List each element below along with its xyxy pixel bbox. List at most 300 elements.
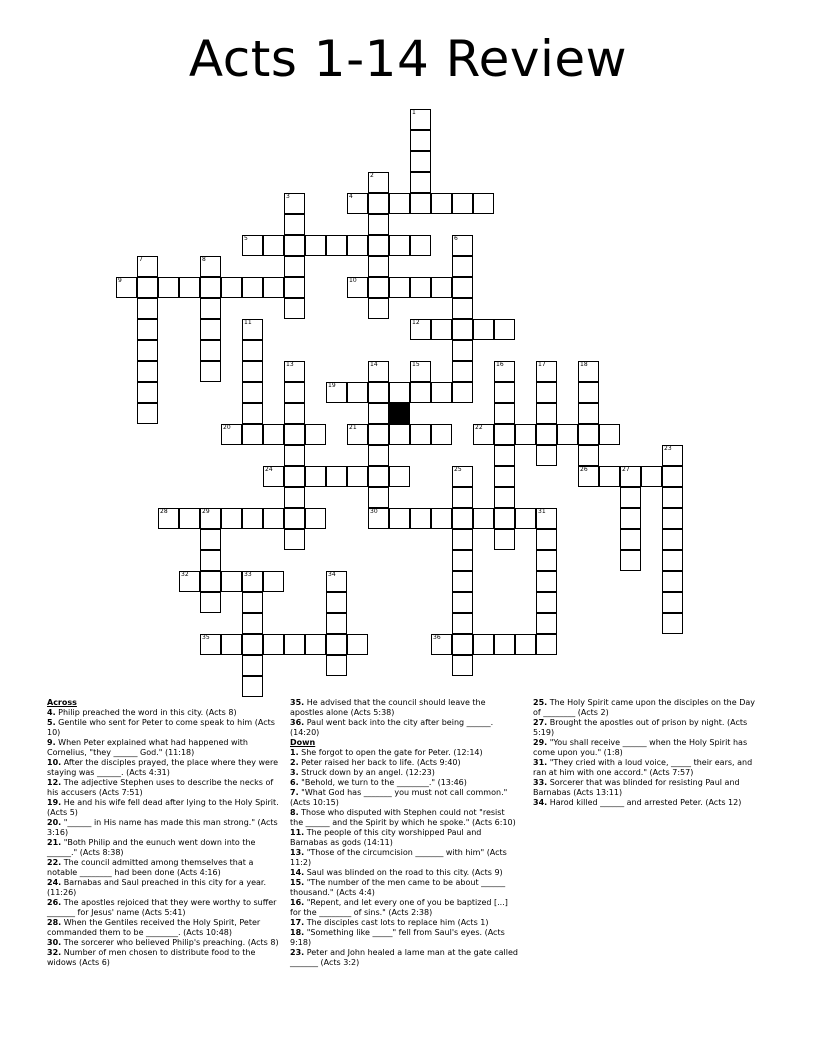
clue-number-label: 36.: [290, 718, 305, 727]
grid-cell[interactable]: [494, 319, 515, 340]
across-clue-list-continued: [290, 698, 520, 738]
grid-cell[interactable]: [578, 445, 599, 466]
grid-cell[interactable]: [326, 235, 347, 256]
down-clue: [533, 798, 765, 808]
grid-cell[interactable]: [347, 235, 368, 256]
grid-cell[interactable]: [431, 319, 452, 340]
clue-number: 5: [244, 235, 248, 242]
grid-cell[interactable]: [263, 466, 284, 487]
grid-cell[interactable]: [620, 508, 641, 529]
clue-text: She forgot to open the gate for Peter. (12:14): [298, 748, 483, 757]
grid-cell[interactable]: [347, 634, 368, 655]
grid-cell[interactable]: [242, 277, 263, 298]
grid-cell[interactable]: [452, 298, 473, 319]
grid-cell[interactable]: [410, 130, 431, 151]
grid-cell[interactable]: [536, 571, 557, 592]
clue-number: 1: [412, 109, 416, 116]
grid-cell[interactable]: [452, 319, 473, 340]
clue-text: When Peter explained what had happened with Cornelius, "they ______ God." (11:18): [47, 738, 248, 757]
grid-cell[interactable]: [410, 319, 431, 340]
grid-cell[interactable]: [368, 445, 389, 466]
clue-number: 27: [622, 466, 630, 473]
grid-cell[interactable]: [368, 277, 389, 298]
grid-cell[interactable]: [494, 445, 515, 466]
clue-number: 12: [412, 319, 420, 326]
grid-cell[interactable]: [137, 340, 158, 361]
grid-cell[interactable]: [494, 361, 515, 382]
clue-number: 36: [433, 634, 441, 641]
clue-number: 18: [580, 361, 588, 368]
grid-cell[interactable]: [410, 424, 431, 445]
clue-number: 25: [454, 466, 462, 473]
clue-number: 6: [454, 235, 458, 242]
grid-cell[interactable]: [200, 256, 221, 277]
grid-cell[interactable]: [284, 445, 305, 466]
grid-cell[interactable]: [200, 592, 221, 613]
grid-cell[interactable]: [431, 382, 452, 403]
grid-cell[interactable]: [452, 361, 473, 382]
grid-cell[interactable]: [242, 655, 263, 676]
grid-cell[interactable]: [662, 529, 683, 550]
grid-cell[interactable]: [179, 508, 200, 529]
clue-number: 33: [244, 571, 252, 578]
grid-cell[interactable]: [137, 361, 158, 382]
grid-cell[interactable]: [179, 277, 200, 298]
grid-cell[interactable]: [452, 193, 473, 214]
grid-cell[interactable]: [347, 193, 368, 214]
grid-cell[interactable]: [284, 277, 305, 298]
grid-cell[interactable]: [452, 571, 473, 592]
grid-cell[interactable]: [389, 277, 410, 298]
grid-cell[interactable]: [284, 235, 305, 256]
grid-cell[interactable]: [368, 256, 389, 277]
grid-cell[interactable]: [284, 424, 305, 445]
grid-cell[interactable]: [263, 235, 284, 256]
grid-cell[interactable]: [620, 550, 641, 571]
grid-cell[interactable]: [137, 382, 158, 403]
grid-cell[interactable]: [368, 382, 389, 403]
clue-text: "Something like _____" fell from Saul's eyes. (Acts 9:18): [290, 928, 505, 947]
grid-cell[interactable]: [284, 382, 305, 403]
grid-cell[interactable]: [410, 193, 431, 214]
clue-number-label: 33.: [533, 778, 548, 787]
grid-cell[interactable]: [242, 424, 263, 445]
grid-cell[interactable]: [368, 172, 389, 193]
down-clue: [533, 738, 765, 758]
grid-cell[interactable]: [473, 319, 494, 340]
grid-cell[interactable]: [221, 424, 242, 445]
grid-cell[interactable]: [641, 466, 662, 487]
down-clue: [290, 918, 520, 928]
grid-cell[interactable]: [620, 466, 641, 487]
clue-number-label: 13.: [290, 848, 305, 857]
grid-cell[interactable]: [221, 277, 242, 298]
clue-number-label: 2.: [290, 758, 299, 767]
down-clue: [533, 778, 765, 798]
clue-text: After the disciples prayed, the place where they were staying was ______. (Acts 4:31): [47, 758, 279, 777]
grid-cell[interactable]: [305, 508, 326, 529]
grid-cell[interactable]: [389, 382, 410, 403]
grid-cell[interactable]: [494, 487, 515, 508]
grid-cell[interactable]: [242, 361, 263, 382]
clue-text: "They cried with a loud voice, _____ their ears, and ran at him with one accord." (Acts 7:57): [533, 758, 753, 777]
grid-cell[interactable]: [200, 634, 221, 655]
grid-cell[interactable]: [536, 592, 557, 613]
grid-cell[interactable]: [431, 193, 452, 214]
grid-cell[interactable]: [242, 340, 263, 361]
grid-cell[interactable]: [242, 592, 263, 613]
across-clue: [290, 718, 520, 738]
grid-cell[interactable]: [599, 466, 620, 487]
grid-cell[interactable]: [368, 508, 389, 529]
grid-cell[interactable]: [452, 592, 473, 613]
grid-cell[interactable]: [578, 403, 599, 424]
grid-cell[interactable]: [200, 550, 221, 571]
grid-cell[interactable]: [410, 361, 431, 382]
across-clue: [47, 858, 279, 878]
grid-cell[interactable]: [536, 634, 557, 655]
clue-number-label: 16.: [290, 898, 305, 907]
grid-cell[interactable]: [200, 319, 221, 340]
grid-cell[interactable]: [242, 235, 263, 256]
grid-cell[interactable]: [536, 382, 557, 403]
grid-cell[interactable]: [473, 634, 494, 655]
grid-cell[interactable]: [662, 487, 683, 508]
grid-cell[interactable]: [284, 487, 305, 508]
grid-cell[interactable]: [116, 277, 137, 298]
grid-cell[interactable]: [263, 634, 284, 655]
grid-cell[interactable]: [221, 634, 242, 655]
clue-text: Gentile who sent for Peter to come speak to him (Acts 10): [47, 718, 275, 737]
grid-cell[interactable]: [326, 466, 347, 487]
clue-number: 4: [349, 193, 353, 200]
grid-cell[interactable]: [137, 319, 158, 340]
grid-cell[interactable]: [305, 634, 326, 655]
clue-text: When the Gentiles received the Holy Spirit, Peter commanded them to be ________. (Acts 10:48): [47, 918, 261, 937]
across-clue: [47, 948, 279, 968]
grid-cell[interactable]: [242, 319, 263, 340]
grid-cell[interactable]: [368, 487, 389, 508]
down-clue: [290, 748, 520, 758]
clue-number-label: 5.: [47, 718, 56, 727]
grid-cell[interactable]: [578, 466, 599, 487]
grid-cell[interactable]: [431, 277, 452, 298]
grid-cell[interactable]: [263, 571, 284, 592]
clue-number-label: 6.: [290, 778, 299, 787]
grid-cell[interactable]: [536, 508, 557, 529]
grid-cell[interactable]: [452, 256, 473, 277]
grid-cell[interactable]: [494, 634, 515, 655]
grid-cell[interactable]: [263, 508, 284, 529]
clue-number: 10: [349, 277, 357, 284]
grid-cell[interactable]: [200, 508, 221, 529]
grid-cell[interactable]: [368, 403, 389, 424]
clue-number-label: 27.: [533, 718, 548, 727]
grid-cell[interactable]: [242, 634, 263, 655]
grid-cell[interactable]: [284, 361, 305, 382]
grid-cell[interactable]: [494, 466, 515, 487]
grid-cell[interactable]: [179, 571, 200, 592]
grid-cell[interactable]: [326, 613, 347, 634]
grid-cell[interactable]: [137, 298, 158, 319]
down-clue: [533, 698, 765, 718]
clue-text: Paul went back into the city after being ______. (14:20): [290, 718, 494, 737]
grid-cell[interactable]: [431, 634, 452, 655]
grid-cell[interactable]: [662, 571, 683, 592]
grid-cell[interactable]: [284, 214, 305, 235]
grid-cell[interactable]: [515, 508, 536, 529]
clue-number: 7: [139, 256, 143, 263]
grid-cell[interactable]: [284, 466, 305, 487]
across-clue: [47, 898, 279, 918]
clue-number: 15: [412, 361, 420, 368]
grid-cell[interactable]: [242, 613, 263, 634]
clue-number-label: 17.: [290, 918, 305, 927]
grid-cell[interactable]: [515, 634, 536, 655]
clue-text: Struck down by an angel. (12:23): [298, 768, 435, 777]
clue-text: Barnabas and Saul preached in this city for a year. (11:26): [47, 878, 267, 897]
grid-cell[interactable]: [200, 298, 221, 319]
grid-cell[interactable]: [158, 277, 179, 298]
down-clue: [290, 768, 520, 778]
grid-cell[interactable]: [284, 508, 305, 529]
grid-cell[interactable]: [431, 508, 452, 529]
down-clue: [290, 878, 520, 898]
grid-cell[interactable]: [473, 424, 494, 445]
clue-number: 11: [244, 319, 252, 326]
clue-number-label: 30.: [47, 938, 62, 947]
down-clue: [290, 898, 520, 918]
grid-cell[interactable]: [305, 235, 326, 256]
grid-cell[interactable]: [452, 613, 473, 634]
grid-cell[interactable]: [263, 424, 284, 445]
clue-text: Peter raised her back to life. (Acts 9:40): [298, 758, 461, 767]
clue-text: Those who disputed with Stephen could not "resist the ______ and the Spirit by which he spoke." (Acts 6:10): [290, 808, 516, 827]
clue-number: 32: [181, 571, 189, 578]
grid-cell[interactable]: [536, 361, 557, 382]
grid-cell[interactable]: [452, 466, 473, 487]
grid-cell[interactable]: [578, 424, 599, 445]
grid-cell[interactable]: [242, 571, 263, 592]
clue-text: He and his wife fell dead after lying to the Holy Spirit. (Acts 5): [47, 798, 279, 817]
grid-cell[interactable]: [515, 424, 536, 445]
grid-cell[interactable]: [473, 193, 494, 214]
down-clue: [533, 718, 765, 738]
clue-text: The council admitted among themselves that a notable ________ had been done (Acts 4:16): [47, 858, 254, 877]
down-clue: [290, 778, 520, 788]
grid-cell[interactable]: [452, 508, 473, 529]
grid-cell[interactable]: [389, 193, 410, 214]
clue-text: Sorcerer that was blinded for resisting Paul and Barnabas (Acts 13:11): [533, 778, 740, 797]
grid-cell[interactable]: [347, 466, 368, 487]
grid-cell[interactable]: [326, 655, 347, 676]
grid-cell[interactable]: [410, 382, 431, 403]
down-clue: [290, 808, 520, 828]
grid-cell[interactable]: [347, 277, 368, 298]
grid-cell[interactable]: [410, 508, 431, 529]
clue-number-label: 8.: [290, 808, 299, 817]
grid-cell[interactable]: [305, 424, 326, 445]
grid-cell[interactable]: [347, 424, 368, 445]
grid-cell[interactable]: [536, 550, 557, 571]
grid-cell[interactable]: [326, 382, 347, 403]
clue-number: 17: [538, 361, 546, 368]
down-clue: [290, 848, 520, 868]
grid-cell[interactable]: [242, 508, 263, 529]
grid-cell[interactable]: [200, 340, 221, 361]
grid-cell[interactable]: [368, 235, 389, 256]
clues-column-3: [533, 698, 765, 808]
grid-cell[interactable]: [473, 508, 494, 529]
grid-cell[interactable]: [620, 529, 641, 550]
grid-cell[interactable]: [662, 613, 683, 634]
across-clue: [47, 758, 279, 778]
grid-cell[interactable]: [347, 382, 368, 403]
grid-cell[interactable]: [536, 613, 557, 634]
clue-text: The sorcerer who believed Philip's preaching. (Acts 8): [61, 938, 279, 947]
clue-number: 2: [370, 172, 374, 179]
grid-cell[interactable]: [494, 424, 515, 445]
clue-text: "Behold, we turn to the ________." (13:46): [298, 778, 467, 787]
grid-cell[interactable]: [620, 487, 641, 508]
clue-number-label: 32.: [47, 948, 62, 957]
grid-cell[interactable]: [662, 466, 683, 487]
grid-cell[interactable]: [326, 592, 347, 613]
grid-cell[interactable]: [452, 655, 473, 676]
grid-cell[interactable]: [662, 592, 683, 613]
down-clue: [290, 928, 520, 948]
grid-cell[interactable]: [536, 529, 557, 550]
grid-cell[interactable]: [158, 508, 179, 529]
grid-cell[interactable]: [242, 403, 263, 424]
grid-cell[interactable]: [578, 382, 599, 403]
grid-cell[interactable]: [662, 445, 683, 466]
grid-cell[interactable]: [536, 403, 557, 424]
clue-number-label: 35.: [290, 698, 305, 707]
grid-cell[interactable]: [599, 424, 620, 445]
grid-cell[interactable]: [494, 382, 515, 403]
grid-cell[interactable]: [410, 235, 431, 256]
grid-cell[interactable]: [452, 529, 473, 550]
clues-column-1: [47, 698, 279, 968]
grid-cell[interactable]: [284, 256, 305, 277]
grid-cell[interactable]: [200, 529, 221, 550]
black-square: [389, 403, 410, 424]
clue-number-label: 34.: [533, 798, 548, 807]
grid-cell[interactable]: [494, 529, 515, 550]
grid-cell[interactable]: [284, 529, 305, 550]
clue-text: Saul was blinded on the road to this city. (Acts 9): [304, 868, 503, 877]
clue-number: 30: [370, 508, 378, 515]
grid-cell[interactable]: [368, 193, 389, 214]
grid-cell[interactable]: [326, 634, 347, 655]
grid-cell[interactable]: [221, 508, 242, 529]
grid-cell[interactable]: [368, 466, 389, 487]
clue-number-label: 11.: [290, 828, 305, 837]
clue-text: "The number of the men came to be about ______ thousand." (Acts 4:4): [290, 878, 506, 897]
down-clue: [533, 758, 765, 778]
grid-cell[interactable]: [242, 382, 263, 403]
grid-cell[interactable]: [368, 424, 389, 445]
grid-cell[interactable]: [284, 193, 305, 214]
across-clue: [47, 918, 279, 938]
grid-cell[interactable]: [536, 445, 557, 466]
grid-cell[interactable]: [389, 424, 410, 445]
clue-text: Peter and John healed a lame man at the gate called _______ (Acts 3:2): [290, 948, 518, 967]
grid-cell[interactable]: [221, 571, 242, 592]
page-title: Acts 1-14 Review: [188, 30, 628, 88]
grid-cell[interactable]: [284, 634, 305, 655]
clue-number-label: 24.: [47, 878, 62, 887]
grid-cell[interactable]: [284, 298, 305, 319]
across-heading: Across: [47, 698, 77, 707]
grid-cell[interactable]: [452, 487, 473, 508]
clue-text: Harod killed ______ and arrested Peter. (Acts 12): [547, 798, 742, 807]
across-clue: [47, 738, 279, 758]
grid-cell[interactable]: [137, 277, 158, 298]
grid-cell[interactable]: [494, 508, 515, 529]
clue-number: 14: [370, 361, 378, 368]
grid-cell[interactable]: [410, 172, 431, 193]
grid-cell[interactable]: [452, 340, 473, 361]
grid-cell[interactable]: [410, 277, 431, 298]
grid-cell[interactable]: [494, 403, 515, 424]
grid-cell[interactable]: [368, 361, 389, 382]
grid-cell[interactable]: [137, 256, 158, 277]
grid-cell[interactable]: [452, 277, 473, 298]
grid-cell[interactable]: [557, 424, 578, 445]
grid-cell[interactable]: [263, 277, 284, 298]
grid-cell[interactable]: [326, 571, 347, 592]
clue-number: 28: [160, 508, 168, 515]
clue-text: He advised that the council should leave the apostles alone (Acts 5:38): [290, 698, 486, 717]
grid-cell[interactable]: [200, 361, 221, 382]
grid-cell[interactable]: [389, 508, 410, 529]
grid-cell[interactable]: [137, 403, 158, 424]
clue-number-label: 20.: [47, 818, 62, 827]
grid-cell[interactable]: [452, 634, 473, 655]
grid-cell[interactable]: [284, 403, 305, 424]
grid-cell[interactable]: [368, 214, 389, 235]
grid-cell[interactable]: [452, 235, 473, 256]
grid-cell[interactable]: [662, 550, 683, 571]
grid-cell[interactable]: [578, 361, 599, 382]
grid-cell[interactable]: [410, 151, 431, 172]
grid-cell[interactable]: [431, 424, 452, 445]
grid-cell[interactable]: [452, 550, 473, 571]
grid-cell[interactable]: [452, 382, 473, 403]
down-clue: [290, 868, 520, 878]
grid-cell[interactable]: [389, 235, 410, 256]
clue-text: The Holy Spirit came upon the disciples on the Day of ________ (Acts 2): [533, 698, 756, 717]
grid-cell[interactable]: [368, 298, 389, 319]
clue-number: 35: [202, 634, 210, 641]
clue-number-label: 25.: [533, 698, 548, 707]
grid-cell[interactable]: [410, 109, 431, 130]
grid-cell[interactable]: [536, 424, 557, 445]
clue-number-label: 7.: [290, 788, 299, 797]
grid-cell[interactable]: [200, 571, 221, 592]
across-clue: [47, 938, 279, 948]
grid-cell[interactable]: [662, 508, 683, 529]
grid-cell[interactable]: [389, 466, 410, 487]
clue-text: "Those of the circumcision _______ with him" (Acts 11:2): [290, 848, 507, 867]
clue-number-label: 19.: [47, 798, 62, 807]
down-clue-list-continued: [533, 698, 765, 808]
grid-cell[interactable]: [305, 466, 326, 487]
grid-cell[interactable]: [242, 676, 263, 697]
grid-cell[interactable]: [200, 277, 221, 298]
